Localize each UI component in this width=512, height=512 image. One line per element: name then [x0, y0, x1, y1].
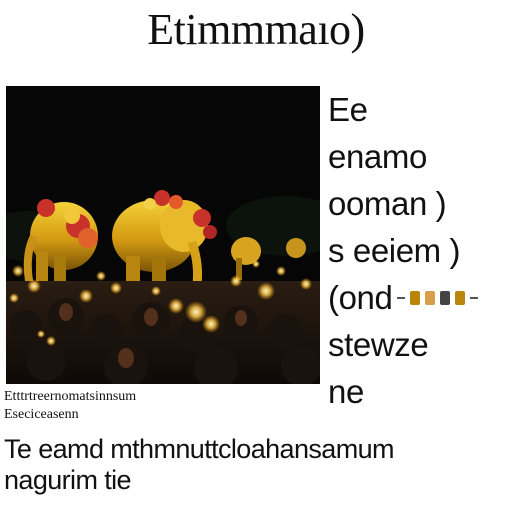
caption-line-1: Etttrtreernomatsinnsum: [4, 389, 137, 404]
side-line-2: enamo: [328, 138, 427, 175]
body-line-2: nagurim tie: [4, 465, 131, 495]
side-line-5: [328, 274, 508, 321]
side-line-3: ooman ): [328, 185, 447, 222]
body-paragraph: [4, 434, 508, 496]
page-title: Etimmmaıo): [147, 5, 365, 54]
photo-caption: [4, 388, 320, 424]
figure-icon: [455, 291, 465, 305]
side-line-5-text: (ond: [328, 279, 393, 316]
side-line-6: stewze: [328, 326, 429, 363]
side-text-column: [328, 86, 508, 415]
side-line-4: s eeiem ): [328, 232, 461, 269]
figure-icon: [410, 291, 420, 305]
caption-line-2: Eseciceasenn: [4, 407, 79, 422]
festival-photo: [6, 86, 320, 384]
dash-icon: [470, 297, 478, 299]
figure-icon: [425, 291, 435, 305]
side-line-7: ne: [328, 373, 364, 410]
dash-icon: [397, 297, 405, 299]
body-line-1: Te eamd mthmnuttcloahansamum: [4, 434, 394, 464]
elephant-festival-image: [6, 86, 320, 384]
side-line-1: Ee: [328, 91, 368, 128]
figure-icon: [440, 291, 450, 305]
